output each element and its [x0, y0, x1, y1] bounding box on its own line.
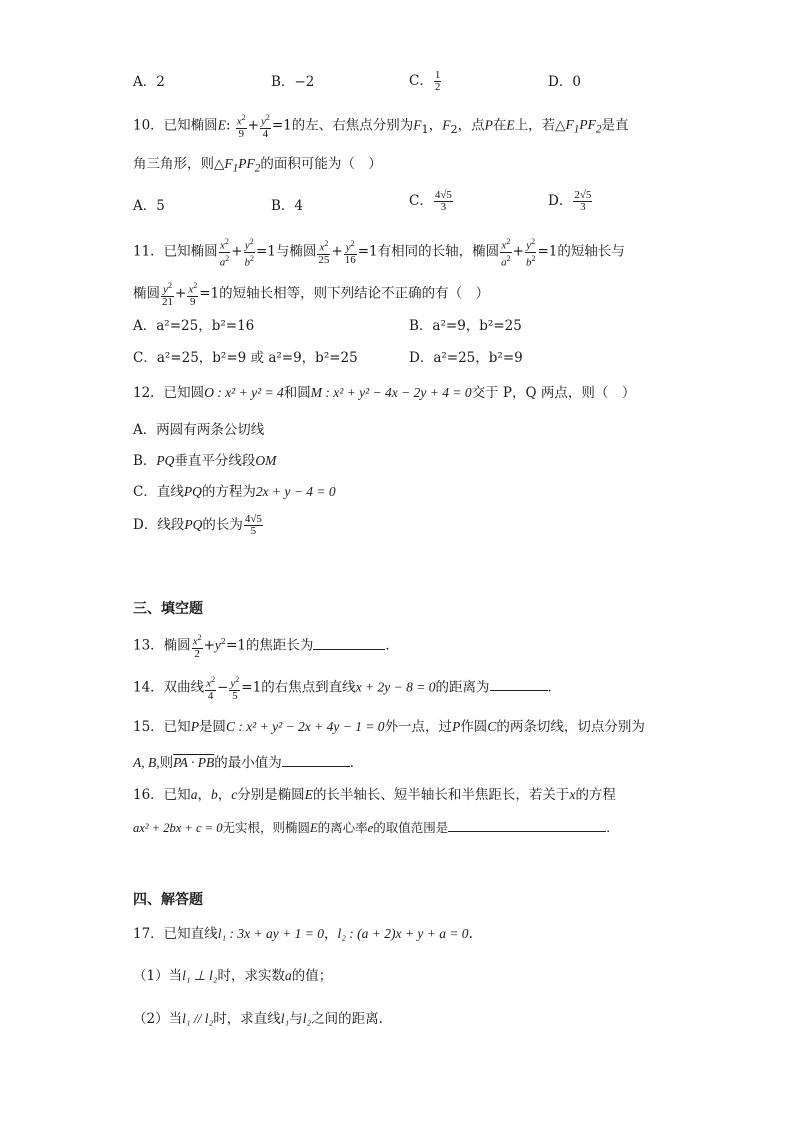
q9-option-c: C． $\frac{1}{2}$: [409, 69, 441, 93]
q15-stem-line1: 15．已知P是圆C : x² + y² − 2x + 4y − 1 = 0外一点，过P作圆C的两条切线，切点分别为: [133, 719, 645, 735]
q17-part2: （2）当l₁ // l₂时，求直线l₁与l₂之间的距离.: [133, 1011, 383, 1027]
q11-option-b: B．a²=9，b²=25: [409, 318, 522, 334]
q13-stem: 13．椭圆 $\frac{x^2}{2}$ $+y^2=1$的焦距长为 ．: [133, 633, 399, 660]
q11-option-a: A．a²=25，b²=16: [133, 318, 255, 334]
q11-option-c: C．a²=25，b²=9 或 a²=9，b²=25: [133, 350, 358, 366]
q12-option-d: D．线段PQ的长为 $\frac{4√5}{5}$: [133, 513, 262, 537]
q16-stem-line1: 16．已知a，b，c分别是椭圆E的长半轴长、短半轴长和半焦距长，若关于x的方程: [133, 787, 616, 803]
q17-stem: 17．已知直线l₁ : 3x + ay + 1 = 0，l₂ : (a + 2)x + y + a = 0.: [133, 926, 473, 942]
section-solution-title: 四、解答题: [133, 892, 203, 908]
q13-answer-blank[interactable]: [313, 635, 385, 650]
q10-stem-line1: 10．已知椭圆E: $\frac{x^2}{9}$ + $\frac{y^2}{4}$ =1的左、右焦点分别为$F_1$，$F_2$，点P在E上，若$\triangle F_1PF_2$是直: [133, 113, 629, 140]
q9-option-a: A．2: [133, 74, 165, 90]
q14-stem: 14．双曲线 $\frac{x^2}{4}$ − $\frac{y^2}{5}$ =1的右焦点到直线x + 2y − 8 = 0的距离为 ．: [133, 675, 562, 702]
q10-option-a: A．5: [133, 198, 165, 214]
section-fill-in-title: 三、填空题: [133, 601, 203, 617]
q17-part1: （1）当l₁ ⊥ l₂时，求实数a的值；: [133, 968, 333, 984]
q9-option-d: D．0: [548, 74, 581, 90]
q11-stem-line2: 椭圆 $\frac{y^2}{21}$ + $\frac{x^2}{9}$ =1的短轴长相等，则下列结论不正确的有（ ）: [133, 281, 490, 308]
q14-answer-blank[interactable]: [490, 676, 548, 691]
q10-option-d: D． $\frac{2√5}{3}$: [548, 189, 592, 213]
q12-option-b: B．PQ垂直平分线段OM: [133, 453, 277, 469]
q16-stem-line2: ax² + 2bx + c = 0无实根，则椭圆E的离心率e的取值范围是 .: [133, 817, 610, 838]
q12-stem: 12．已知圆O : x² + y² = 4和圆M : x² + y² − 4x − 2y + 4 = 0交于 P，Q 两点，则（ ）: [133, 385, 636, 401]
q10-stem-line2: 角三角形，则$\triangle F_1PF_2$的面积可能为（ ）: [133, 156, 382, 175]
q9-option-b: B．−2: [271, 74, 315, 90]
q12-option-c: C．直线PQ的方程为2x + y − 4 = 0: [133, 484, 336, 500]
q16-answer-blank[interactable]: [448, 817, 606, 832]
q15-answer-blank[interactable]: [282, 752, 350, 767]
q10-option-c: C． $\frac{4√5}{3}$: [409, 189, 452, 213]
q11-stem-line1: 11．已知椭圆 $\frac{x^2}{a^2}$ + $\frac{y^2}{b^2}$ =1与椭圆 $\frac{x^2}{25}$ + $\frac{y^2}{16}$ =1有相同的长轴，椭圆 $\frac{x^2}{a^2}$ + $\frac{y^2}{b^2}$ =1的短轴长与: [133, 237, 625, 269]
q12-option-a: A．两圆有两条公切线: [133, 422, 265, 438]
q11-option-d: D．a²=25，b²=9: [409, 350, 523, 366]
q15-stem-line2: A, B,则PA · PB的最小值为 ．: [133, 752, 363, 773]
q10-option-b: B．4: [271, 198, 304, 214]
